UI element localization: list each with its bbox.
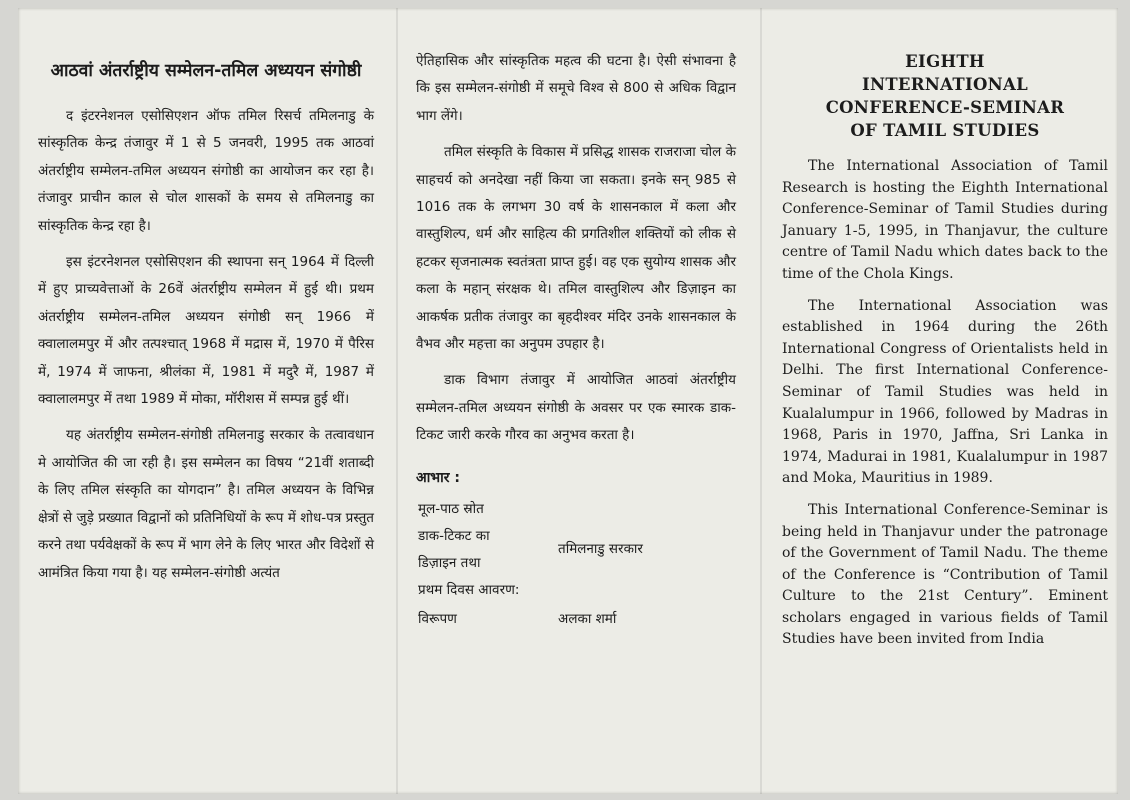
ack-value-designer: अलका शर्मा xyxy=(558,610,617,627)
english-title-line-2: INTERNATIONAL xyxy=(861,75,1029,94)
ack-label-design: डिज़ाइन तथा xyxy=(418,554,481,571)
hindi-paragraph-4: ऐतिहासिक और सांस्कृतिक महत्व की घटना है। ऐसी संभावना है कि इस सम्मेलन-संगोष्ठी में समूचे विश्व से 800 से अधिक विद्वान भाग लेंगे। xyxy=(416,53,736,124)
acknowledgement-heading: आभार : xyxy=(416,469,460,486)
hindi-paragraph-5: तमिल संस्कृति के विकास में प्रसिद्ध शासक राजराजा चोल के साहचर्य को अनदेखा नहीं किया जा सकता। इनके सन् 985 से 1016 तक के लगभग 30 वर्ष के शासनकाल में कला और वास्तुशिल्प, धर्म और साहित्य की प्रगतिशील शक्तियों को लीक से हटकर सृजनात्मक स्वतंत्रता प्राप्त हुई। वह एक सुयोग्य शासक और कला के महान् संरक्षक थे। तमिल वास्तुशिल्प और डिज़ाइन का आकर्षक प्रतीक तंजावुर का बृहदीश्वर मंदिर उनके शासनकाल के वैभव और महत्ता का अनुपम उपहार है। xyxy=(416,144,736,353)
hindi-paragraph-3: यह अंतर्राष्ट्रीय सम्मेलन-संगोष्ठी तमिलनाडु सरकार के तत्वावधान मे आयोजित की जा रही है। इस सम्मेलन का विषय “21वीं शताब्दी के लिए तमिल संस्कृति का योगदान” है। तमिल अध्ययन के विभिन्न क्षेत्रों से जुड़े प्रख्यात विद्वानों को प्रतिनिधियों के रूप में शोध-पत्र प्रस्तुत करने तथा पर्यवेक्षकों के रूप में भाग लेने के लिए भारत और विदेशों से आमंत्रित किया गया है। यह सम्मेलन-संगोष्ठी अत्यंत xyxy=(38,427,374,581)
hindi-title: आठवां अंतर्राष्ट्रीय सम्मेलन-तमिल अध्ययन संगोष्ठी xyxy=(50,61,362,81)
hindi-column-1 xyxy=(38,58,374,596)
english-paragraph-1: The International Association of Tamil Research is hosting the Eighth International Conference-Seminar of Tamil Studies during January 1-5, 1995, in Thanjavur, the culture centre of Tamil Nadu which dates back to the time of the Chola Kings. xyxy=(782,158,1108,282)
english-paragraph-2: The International Association was established in 1964 during the 26th International Congress of Orientalists held in Delhi. The first International Conference-Seminar of Tamil Studies was held in Kualalumpur in 1966, followed by Madras in 1968, Paris in 1970, Jaffna, Sri Lanka in 1974, Madurai in 1981, Kualalumpur in 1987 and Moka, Mauritius in 1989. xyxy=(782,297,1108,487)
acknowledgement-block xyxy=(416,499,736,649)
ack-label-cancellation: विरूपण xyxy=(418,610,457,627)
english-paragraph-3: This International Conference-Seminar is being held in Thanjavur under the patronage of the Government of Tamil Nadu. The theme of the Conference is “Contribution of Tamil Culture to the 21st Century”. Eminent scholars engaged in various fields of Tamil Studies have been invited from India xyxy=(782,501,1108,648)
hindi-paragraph-2: इस इंटरनेशनल एसोसिएशन की स्थापना सन् 1964 में दिल्ली में हुए प्राच्यवेत्ताओं के 26वें अंतर्राष्ट्रीय सम्मेलन में हुई थी। प्रथम अंतर्राष्ट्रीय सम्मेलन-तमिल अध्ययन संगोष्ठी सन् 1966 में क्वालालमपुर में और तत्पश्चात् 1968 में मद्रास में, 1970 में पैरिस में, 1974 में जाफना, श्रीलंका में, 1981 में मदुरै में, 1987 में क्वालालमपुर में तथा 1989 में मोका, मॉरीशस में सम्पन्न हुई थीं। xyxy=(38,254,374,408)
english-title xyxy=(782,50,1108,142)
fold-line-left xyxy=(396,8,398,794)
hindi-paragraph-1: द इंटरनेशनल एसोसिएशन ऑफ तमिल रिसर्च तमिलनाडु के सांस्कृतिक केन्द्र तंजावुर में 1 से 5 जनवरी, 1995 तक आठवां अंतर्राष्ट्रीय सम्मेलन-तमिल अध्ययन संगोष्ठी का आयोजन कर रहा है। तंजावुर प्राचीन काल से चोल शासकों के समय से तमिलनाडु का सांस्कृतिक केन्द्र रहा है। xyxy=(38,108,374,234)
english-title-line-3: CONFERENCE-SEMINAR xyxy=(825,98,1065,117)
ack-value-govt: तमिलनाडु सरकार xyxy=(558,540,643,557)
english-column xyxy=(782,50,1108,661)
ack-label-first-day-cover: प्रथम दिवस आवरण: xyxy=(418,581,520,598)
english-title-line-1: EIGHTH xyxy=(905,52,985,71)
hindi-paragraph-6: डाक विभाग तंजावुर में आयोजित आठवां अंतर्राष्ट्रीय सम्मेलन-तमिल अध्ययन संगोष्ठी के अवसर पर एक स्मारक डाक-टिकट जारी करके गौरव का अनुभव करता है। xyxy=(416,372,736,444)
hindi-column-2 xyxy=(416,48,736,649)
ack-label-text-source: मूल-पाठ स्रोत xyxy=(418,500,484,517)
ack-label-stamp: डाक-टिकट का xyxy=(418,527,490,544)
fold-line-right xyxy=(760,8,762,794)
english-title-line-4: OF TAMIL STUDIES xyxy=(850,121,1040,140)
brochure-sheet xyxy=(18,8,1118,794)
